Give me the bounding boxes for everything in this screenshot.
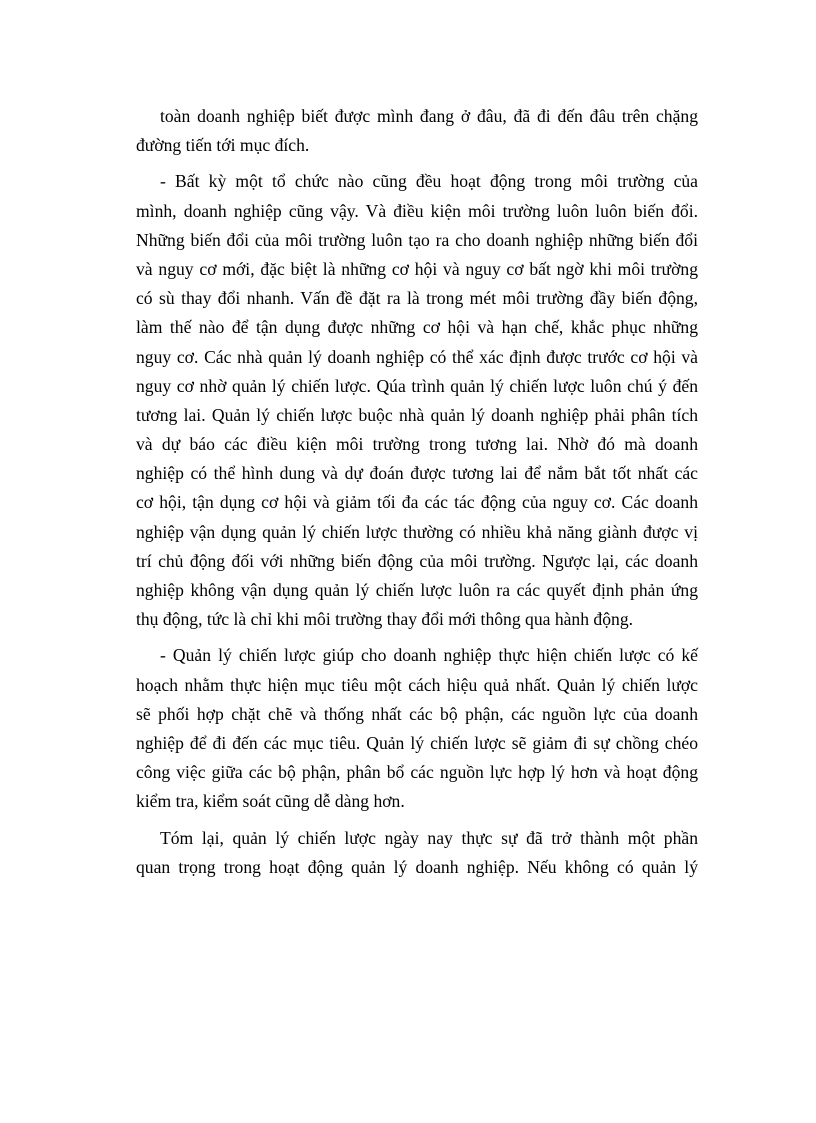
text-line: nghiệp có thể hình dung và dự đoán được tương lai để nắm bắt tốt nhất các: [136, 463, 698, 484]
text-line: đường tiến tới mục đích.: [136, 135, 310, 156]
text-line: và nguy cơ mới, đặc biệt là những cơ hội và nguy cơ bất ngờ khi môi trường: [136, 258, 698, 279]
text-line: mình, doanh nghiệp cũng vậy. Và điều kiện môi trường luôn luôn biến đổi.: [136, 200, 698, 221]
text-line: nghiệp không vận dụng quản lý chiến lược luôn ra các quyết định phản ứng: [136, 580, 698, 600]
text-line: thụ động, tức là chỉ khi môi trường thay đổi mới thông qua hành động.: [136, 609, 634, 630]
text-line: nghiệp để đi đến các mục tiêu. Quản lý chiến lược sẽ giảm đi sự chồng chéo: [136, 732, 698, 753]
text-line: công việc giữa các bộ phận, phân bổ các nguồn lực hợp lý hơn và hoạt động: [136, 762, 698, 783]
text-line: nghiệp vận dụng quản lý chiến lược thường có nhiều khả năng giành được vị: [136, 521, 698, 542]
text-line: - Bất kỳ một tổ chức nào cũng đều hoạt động trong môi trường của: [160, 171, 698, 192]
text-line: quan trọng trong hoạt động quản lý doanh nghiệp. Nếu không có quản lý: [136, 856, 698, 877]
text-line: và dự báo các điều kiện môi trường trong tương lai. Nhờ đó mà doanh: [136, 434, 698, 455]
paragraph-gap: [136, 817, 698, 824]
text-line: hoạch nhằm thực hiện mục tiêu một cách hiệu quả nhất. Quản lý chiến lược: [136, 674, 698, 695]
text-line: sẽ phối hợp chặt chẽ và thống nhất các bộ phận, các nguồn lực của doanh: [136, 703, 698, 724]
paragraph-gap: [136, 160, 698, 167]
text-line: kiểm tra, kiểm soát cũng dễ dàng hơn.: [136, 791, 405, 812]
text-line: toàn doanh nghiệp biết được mình đang ở đâu, đã đi đến đâu trên chặng: [160, 106, 698, 126]
text-line: có sù thay đổi nhanh. Vấn đề đặt ra là trong mét môi trường đầy biến động,: [136, 288, 698, 309]
text-line: tương lai. Quản lý chiến lược buộc nhà quản lý doanh nghiệp phải phân tích: [136, 404, 698, 425]
text-line: cơ hội, tận dụng cơ hội và giảm tối đa các tác động của nguy cơ. Các doanh: [136, 492, 698, 513]
paragraph-gap: [136, 634, 698, 641]
text-line: làm thế nào để tận dụng được những cơ hội và hạn chế, khắc phục những: [136, 317, 698, 338]
text-line: Tóm lại, quản lý chiến lược ngày nay thực sự đã trở thành một phần: [160, 827, 698, 848]
document-body: [136, 102, 698, 882]
text-line: - Quản lý chiến lược giúp cho doanh nghiệp thực hiện chiến lược có kế: [160, 645, 698, 666]
text-line: trí chủ động đối với những biến động của môi trường. Ngược lại, các doanh: [136, 550, 698, 571]
text-line: nguy cơ. Các nhà quản lý doanh nghiệp có thể xác định được trước cơ hội và: [136, 346, 698, 367]
text-line: nguy cơ nhờ quản lý chiến lược. Qúa trình quản lý chiến lược luôn chú ý đến: [136, 375, 698, 396]
text-line: Những biến đổi của môi trường luôn tạo ra cho doanh nghiệp những biến đổi: [136, 229, 698, 250]
